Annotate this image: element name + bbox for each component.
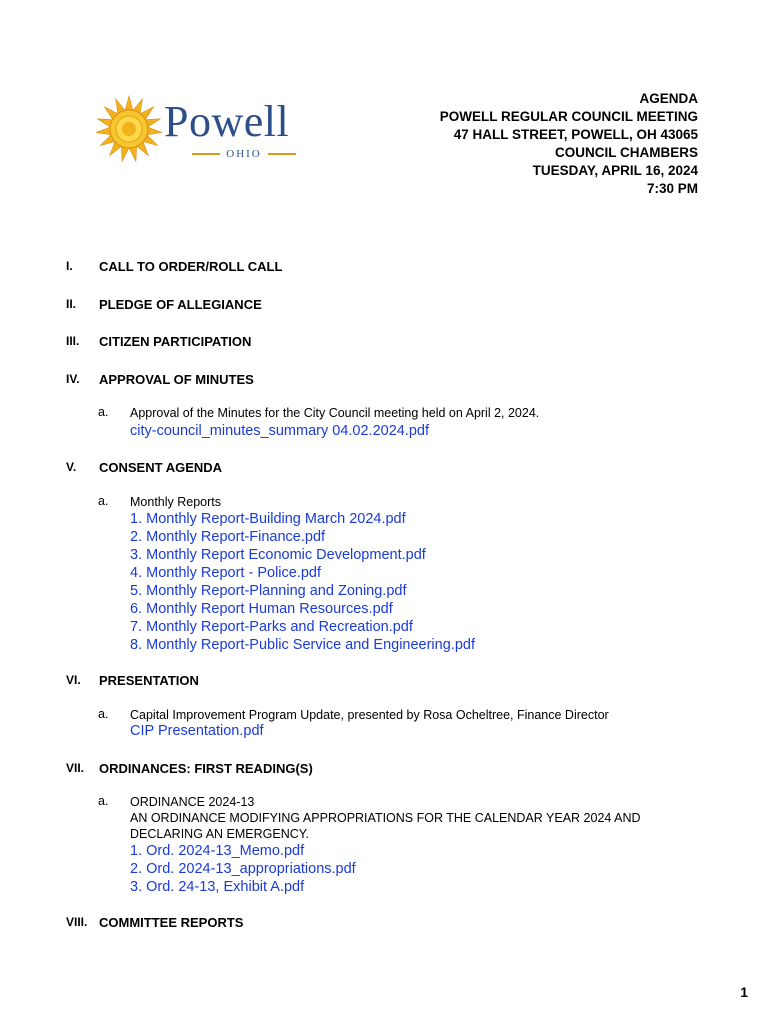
section-title: COMMITTEE REPORTS — [99, 915, 244, 930]
attachment-link[interactable]: 7. Monthly Report-Parks and Recreation.pdf — [130, 619, 413, 635]
agenda-item — [98, 405, 539, 421]
section-number: I. — [66, 259, 73, 273]
header-line: AGENDA — [639, 91, 698, 106]
section-title: APPROVAL OF MINUTES — [99, 372, 254, 387]
attachment-link[interactable]: 3. Ord. 24-13, Exhibit A.pdf — [130, 879, 305, 895]
section-number: II. — [66, 297, 77, 311]
item-letter: a. — [98, 794, 109, 808]
section-number: IV. — [66, 372, 80, 386]
section-heading — [66, 259, 282, 274]
item-letter: a. — [98, 405, 109, 419]
section-heading — [66, 915, 243, 930]
section-heading — [66, 372, 254, 387]
section-title: PRESENTATION — [99, 673, 199, 688]
agenda-item — [98, 794, 641, 842]
section-number: VI. — [66, 673, 81, 687]
section-number: V. — [66, 460, 77, 474]
attachment-link[interactable]: 1. Monthly Report-Building March 2024.pdf — [130, 511, 406, 527]
page-number: 1 — [740, 984, 748, 1000]
section-title: ORDINANCES: FIRST READING(S) — [99, 761, 313, 776]
agenda-item — [98, 707, 609, 723]
sun-icon — [96, 94, 162, 164]
header-line: COUNCIL CHAMBERS — [554, 145, 698, 160]
attachment-list — [130, 842, 356, 896]
logo-wordmark: Powell — [164, 97, 290, 146]
agenda-header — [440, 90, 698, 198]
section-title: CONSENT AGENDA — [99, 460, 223, 475]
agenda-item — [98, 494, 221, 510]
logo-subtitle — [192, 148, 296, 160]
logo-state: OHIO — [226, 148, 262, 160]
item-text-line: ORDINANCE 2024-13 — [130, 795, 255, 809]
logo-rule-left — [192, 153, 220, 155]
attachment-link[interactable]: 5. Monthly Report-Planning and Zoning.pdf — [130, 583, 407, 599]
section-heading — [66, 460, 222, 475]
header-line: 7:30 PM — [646, 181, 698, 196]
attachment-link[interactable]: 2. Ord. 2024-13_appropriations.pdf — [130, 861, 356, 877]
attachment-link[interactable]: 6. Monthly Report Human Resources.pdf — [130, 601, 393, 617]
section-number: VIII. — [66, 915, 88, 929]
powell-logo — [96, 94, 336, 174]
item-text-line: DECLARING AN EMERGENCY. — [130, 827, 309, 841]
attachment-link[interactable]: 3. Monthly Report Economic Development.pdf — [130, 547, 426, 563]
section-heading — [66, 334, 251, 349]
attachment-list — [130, 422, 429, 440]
section-heading — [66, 673, 199, 688]
logo-rule-right — [268, 153, 296, 155]
attachment-link[interactable]: 4. Monthly Report - Police.pdf — [130, 565, 322, 581]
section-number: VII. — [66, 761, 85, 775]
header-line: 47 HALL STREET, POWELL, OH 43065 — [453, 127, 698, 142]
section-number: III. — [66, 334, 80, 348]
section-heading — [66, 761, 313, 776]
header-line: POWELL REGULAR COUNCIL MEETING — [439, 109, 698, 124]
section-heading — [66, 297, 262, 312]
item-text: Monthly Reports — [130, 495, 222, 509]
header-line: TUESDAY, APRIL 16, 2024 — [532, 163, 698, 178]
section-title: CITIZEN PARTICIPATION — [99, 334, 252, 349]
attachment-link[interactable]: 1. Ord. 2024-13_Memo.pdf — [130, 843, 305, 859]
attachment-link[interactable]: city-council_minutes_summary 04.02.2024.pdf — [130, 423, 430, 439]
attachment-link[interactable]: CIP Presentation.pdf — [130, 723, 264, 739]
item-text — [130, 794, 641, 842]
attachment-list — [130, 510, 475, 654]
attachment-link[interactable]: 8. Monthly Report-Public Service and Engineering.pdf — [130, 637, 475, 653]
section-title: PLEDGE OF ALLEGIANCE — [99, 297, 262, 312]
attachment-list — [130, 722, 264, 740]
item-letter: a. — [98, 707, 109, 721]
item-letter: a. — [98, 494, 109, 508]
item-text-line: AN ORDINANCE MODIFYING APPROPRIATIONS FOR THE CALENDAR YEAR 2024 AND — [130, 811, 641, 825]
attachment-link[interactable]: 2. Monthly Report-Finance.pdf — [130, 529, 326, 545]
section-title: CALL TO ORDER/ROLL CALL — [99, 259, 283, 274]
item-text: Approval of the Minutes for the City Council meeting held on April 2, 2024. — [130, 406, 540, 420]
item-text: Capital Improvement Program Update, presented by Rosa Ocheltree, Finance Director — [130, 708, 609, 722]
